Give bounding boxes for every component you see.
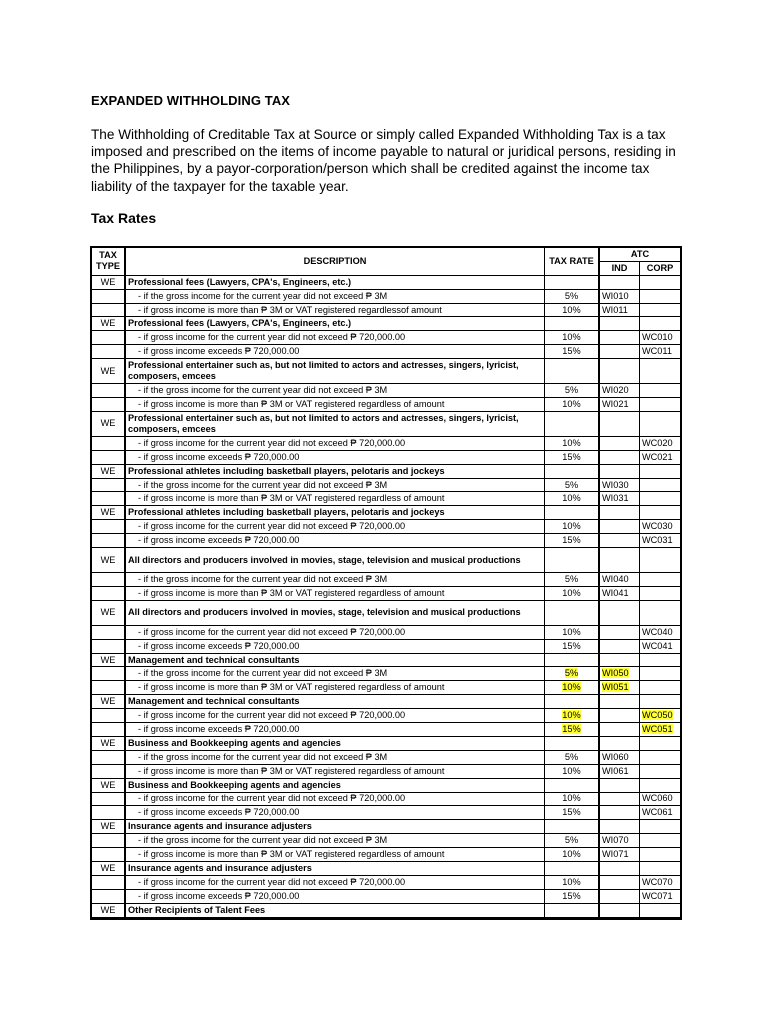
cell-atc-corp: WC040 xyxy=(640,626,680,640)
cell-atc-corp: WC021 xyxy=(640,451,680,465)
cell-atc-ind: WI021 xyxy=(600,398,640,412)
cell-atc-corp: WC070 xyxy=(640,876,680,890)
cell-description: - if gross income for the current year did not exceed ₱ 720,000.00 xyxy=(126,793,545,807)
cell-tax-rate: 10% xyxy=(545,587,600,601)
highlight-mark: WC051 xyxy=(642,723,673,734)
cell-tax-type xyxy=(92,793,126,807)
cell-atc-corp xyxy=(640,709,680,723)
cell-atc-corp xyxy=(640,359,680,384)
cell-tax-type xyxy=(92,723,126,737)
cell-atc-corp xyxy=(640,848,680,862)
section-title: Tax Rates xyxy=(91,210,157,226)
cell-description: - if gross income exceeds ₱ 720,000.00 xyxy=(126,451,545,465)
cell-atc-corp xyxy=(640,384,680,398)
cell-tax-type xyxy=(92,492,126,506)
table-row xyxy=(92,492,680,506)
highlight-mark: 10% xyxy=(562,710,581,721)
cell-description: - if gross income exceeds ₱ 720,000.00 xyxy=(126,890,545,904)
cell-tax-type: WE xyxy=(92,820,126,834)
cell-tax-rate xyxy=(545,681,600,695)
cell-tax-rate: 10% xyxy=(545,437,600,451)
cell-tax-type xyxy=(92,437,126,451)
cell-atc-ind xyxy=(600,626,640,640)
cell-description: Professional fees (Lawyers, CPA's, Engineers, etc.) xyxy=(126,276,545,290)
cell-atc-ind xyxy=(600,904,640,918)
cell-atc-ind xyxy=(600,876,640,890)
cell-tax-rate: 10% xyxy=(545,398,600,412)
cell-description: - if the gross income for the current year did not exceed ₱ 3M xyxy=(126,573,545,587)
cell-tax-rate: 15% xyxy=(545,890,600,904)
cell-tax-type: WE xyxy=(92,317,126,331)
cell-atc-corp xyxy=(640,492,680,506)
cell-atc-corp xyxy=(640,601,680,626)
cell-atc-corp xyxy=(640,573,680,587)
cell-atc-ind xyxy=(600,331,640,345)
cell-tax-type xyxy=(92,290,126,304)
cell-description: Business and Bookkeeping agents and agencies xyxy=(126,737,545,751)
cell-description: Insurance agents and insurance adjusters xyxy=(126,820,545,834)
cell-atc-corp xyxy=(640,681,680,695)
table-row xyxy=(92,876,680,890)
cell-tax-rate xyxy=(545,412,600,437)
cell-description: Management and technical consultants xyxy=(126,695,545,709)
cell-atc-corp xyxy=(640,506,680,520)
cell-description: - if gross income for the current year did not exceed ₱ 720,000.00 xyxy=(126,520,545,534)
cell-description: - if the gross income for the current year did not exceed ₱ 3M xyxy=(126,290,545,304)
cell-tax-type xyxy=(92,876,126,890)
cell-atc-ind xyxy=(600,317,640,331)
header-ind: IND xyxy=(600,262,640,276)
cell-tax-rate: 15% xyxy=(545,345,600,359)
cell-tax-rate xyxy=(545,779,600,793)
cell-atc-ind xyxy=(600,695,640,709)
table-body xyxy=(92,276,680,918)
cell-tax-rate: 5% xyxy=(545,290,600,304)
cell-tax-type xyxy=(92,587,126,601)
cell-tax-rate xyxy=(545,359,600,384)
table-row xyxy=(92,520,680,534)
cell-description: Professional fees (Lawyers, CPA's, Engineers, etc.) xyxy=(126,317,545,331)
table-row xyxy=(92,820,680,834)
table-row xyxy=(92,290,680,304)
header-description: DESCRIPTION xyxy=(126,248,545,276)
cell-atc-corp xyxy=(640,862,680,876)
header-tax-type: TAX TYPE xyxy=(92,248,126,276)
cell-atc-ind xyxy=(600,437,640,451)
cell-atc-ind xyxy=(600,534,640,548)
cell-tax-type: WE xyxy=(92,548,126,573)
cell-atc-corp xyxy=(640,412,680,437)
cell-tax-type xyxy=(92,640,126,654)
cell-description: All directors and producers involved in movies, stage, television and musical productions xyxy=(126,548,545,573)
cell-tax-type xyxy=(92,573,126,587)
tax-rates-table xyxy=(90,246,682,920)
cell-atc-ind: WI020 xyxy=(600,384,640,398)
cell-atc-ind xyxy=(600,806,640,820)
table-row xyxy=(92,437,680,451)
cell-atc-ind xyxy=(600,862,640,876)
cell-tax-rate: 15% xyxy=(545,640,600,654)
table-row xyxy=(92,848,680,862)
cell-atc-corp xyxy=(640,465,680,479)
cell-tax-type: WE xyxy=(92,276,126,290)
cell-tax-rate: 10% xyxy=(545,626,600,640)
cell-atc-ind xyxy=(600,667,640,681)
table-row xyxy=(92,640,680,654)
cell-atc-corp: WC061 xyxy=(640,806,680,820)
cell-atc-corp xyxy=(640,290,680,304)
cell-description: Other Recipients of Talent Fees xyxy=(126,904,545,918)
table-row xyxy=(92,276,680,290)
cell-tax-type xyxy=(92,751,126,765)
table-row xyxy=(92,398,680,412)
cell-atc-ind: WI060 xyxy=(600,751,640,765)
cell-description: - if gross income exceeds ₱ 720,000.00 xyxy=(126,345,545,359)
cell-atc-corp xyxy=(640,479,680,493)
cell-tax-rate xyxy=(545,862,600,876)
table-row xyxy=(92,359,680,384)
cell-tax-rate xyxy=(545,601,600,626)
table-row xyxy=(92,862,680,876)
table-row xyxy=(92,451,680,465)
cell-tax-type xyxy=(92,667,126,681)
table-row xyxy=(92,601,680,626)
cell-tax-rate xyxy=(545,276,600,290)
cell-atc-ind: WI040 xyxy=(600,573,640,587)
intro-paragraph: The Withholding of Creditable Tax at Source or simply called Expanded Withholding Tax is a tax imposed and prescribed on the items of income payable to natural or juridical persons, residing in the Philippines, by a payor-corporation/person which shall be credited against the income tax liability of the taxpayer for the taxable year. xyxy=(91,127,676,194)
cell-atc-ind xyxy=(600,548,640,573)
cell-tax-type xyxy=(92,848,126,862)
cell-tax-rate: 5% xyxy=(545,834,600,848)
cell-atc-ind: WI011 xyxy=(600,304,640,318)
table-row xyxy=(92,667,680,681)
cell-description: - if gross income exceeds ₱ 720,000.00 xyxy=(126,806,545,820)
cell-tax-rate: 5% xyxy=(545,751,600,765)
header-corp: CORP xyxy=(640,262,680,276)
cell-tax-type xyxy=(92,304,126,318)
cell-description: - if the gross income for the current year did not exceed ₱ 3M xyxy=(126,834,545,848)
cell-description: - if the gross income for the current year did not exceed ₱ 3M xyxy=(126,751,545,765)
cell-tax-type: WE xyxy=(92,601,126,626)
cell-tax-type xyxy=(92,331,126,345)
cell-atc-corp: WC071 xyxy=(640,890,680,904)
cell-atc-corp: WC030 xyxy=(640,520,680,534)
cell-atc-corp xyxy=(640,317,680,331)
cell-tax-rate xyxy=(545,709,600,723)
cell-tax-type xyxy=(92,479,126,493)
cell-description: - if gross income is more than ₱ 3M or VAT registered regardless of amount xyxy=(126,398,545,412)
cell-tax-type: WE xyxy=(92,412,126,437)
cell-tax-type xyxy=(92,681,126,695)
cell-description: Professional entertainer such as, but not limited to actors and actresses, singers, lyricist, composers, emcees xyxy=(126,412,545,437)
table-row xyxy=(92,695,680,709)
cell-atc-corp: WC041 xyxy=(640,640,680,654)
cell-atc-corp: WC031 xyxy=(640,534,680,548)
cell-atc-ind xyxy=(600,276,640,290)
cell-description: - if gross income for the current year did not exceed ₱ 720,000.00 xyxy=(126,626,545,640)
cell-tax-rate xyxy=(545,654,600,668)
cell-tax-rate xyxy=(545,904,600,918)
cell-description: - if the gross income for the current year did not exceed ₱ 3M xyxy=(126,384,545,398)
header-atc: ATC xyxy=(600,248,680,262)
cell-tax-rate xyxy=(545,737,600,751)
table-row xyxy=(92,506,680,520)
cell-tax-rate xyxy=(545,317,600,331)
cell-atc-corp xyxy=(640,820,680,834)
table-row xyxy=(92,890,680,904)
cell-atc-ind: WI031 xyxy=(600,492,640,506)
cell-tax-type xyxy=(92,890,126,904)
cell-tax-type: WE xyxy=(92,737,126,751)
cell-atc-ind xyxy=(600,737,640,751)
cell-atc-corp xyxy=(640,654,680,668)
table-row xyxy=(92,751,680,765)
cell-tax-rate: 5% xyxy=(545,479,600,493)
table-row xyxy=(92,548,680,573)
cell-description: - if gross income for the current year did not exceed ₱ 720,000.00 xyxy=(126,331,545,345)
cell-tax-type: WE xyxy=(92,862,126,876)
cell-tax-rate: 10% xyxy=(545,520,600,534)
cell-atc-ind xyxy=(600,654,640,668)
cell-atc-ind xyxy=(600,640,640,654)
cell-atc-ind xyxy=(600,601,640,626)
cell-description: Professional entertainer such as, but not limited to actors and actresses, singers, lyricist, composers, emcees xyxy=(126,359,545,384)
cell-tax-rate: 10% xyxy=(545,331,600,345)
cell-tax-type xyxy=(92,709,126,723)
highlight-mark: WI050 xyxy=(602,668,629,679)
cell-atc-corp xyxy=(640,737,680,751)
cell-tax-rate: 10% xyxy=(545,304,600,318)
cell-tax-rate xyxy=(545,667,600,681)
table-row xyxy=(92,479,680,493)
cell-atc-ind xyxy=(600,890,640,904)
cell-atc-ind xyxy=(600,681,640,695)
highlight-mark: 10% xyxy=(562,682,581,693)
table-row xyxy=(92,587,680,601)
cell-description: - if gross income exceeds ₱ 720,000.00 xyxy=(126,723,545,737)
cell-atc-corp xyxy=(640,587,680,601)
cell-atc-ind xyxy=(600,465,640,479)
cell-atc-corp xyxy=(640,276,680,290)
cell-tax-rate xyxy=(545,723,600,737)
cell-tax-rate: 15% xyxy=(545,806,600,820)
cell-description: Business and Bookkeeping agents and agencies xyxy=(126,779,545,793)
cell-atc-ind: WI041 xyxy=(600,587,640,601)
cell-description: Insurance agents and insurance adjusters xyxy=(126,862,545,876)
cell-description: - if gross income for the current year did not exceed ₱ 720,000.00 xyxy=(126,437,545,451)
cell-atc-corp xyxy=(640,834,680,848)
cell-tax-rate: 10% xyxy=(545,492,600,506)
cell-atc-ind: WI010 xyxy=(600,290,640,304)
cell-tax-rate: 15% xyxy=(545,534,600,548)
cell-atc-corp xyxy=(640,398,680,412)
cell-atc-corp xyxy=(640,765,680,779)
cell-description: - if the gross income for the current year did not exceed ₱ 3M xyxy=(126,479,545,493)
cell-tax-type xyxy=(92,834,126,848)
cell-tax-rate xyxy=(545,820,600,834)
cell-tax-type xyxy=(92,345,126,359)
table-row xyxy=(92,304,680,318)
cell-atc-corp xyxy=(640,548,680,573)
cell-atc-corp: WC010 xyxy=(640,331,680,345)
table-row xyxy=(92,331,680,345)
cell-atc-ind xyxy=(600,820,640,834)
cell-description: - if gross income is more than ₱ 3M or VAT registered regardless of amount xyxy=(126,587,545,601)
cell-atc-ind xyxy=(600,345,640,359)
cell-description: Professional athletes including basketball players, pelotaris and jockeys xyxy=(126,506,545,520)
highlight-mark: WI051 xyxy=(602,682,629,693)
table-row xyxy=(92,904,680,918)
cell-atc-ind: WI071 xyxy=(600,848,640,862)
cell-tax-type: WE xyxy=(92,654,126,668)
cell-atc-corp xyxy=(640,667,680,681)
cell-atc-ind: WI030 xyxy=(600,479,640,493)
cell-tax-type: WE xyxy=(92,506,126,520)
highlight-mark: 15% xyxy=(562,723,581,734)
cell-tax-type xyxy=(92,520,126,534)
cell-atc-ind xyxy=(600,506,640,520)
cell-description: All directors and producers involved in movies, stage, television and musical productions xyxy=(126,601,545,626)
cell-description: - if the gross income for the current year did not exceed ₱ 3M xyxy=(126,667,545,681)
cell-tax-type xyxy=(92,398,126,412)
cell-description: - if gross income is more than ₱ 3M or VAT registered regardless of amount xyxy=(126,848,545,862)
table-row xyxy=(92,534,680,548)
highlight-mark: 5% xyxy=(564,668,579,679)
cell-tax-rate xyxy=(545,506,600,520)
table-row xyxy=(92,723,680,737)
cell-description: - if gross income is more than ₱ 3M or VAT registered regardless of amount xyxy=(126,492,545,506)
cell-tax-type xyxy=(92,534,126,548)
cell-tax-type xyxy=(92,765,126,779)
cell-tax-rate xyxy=(545,548,600,573)
cell-tax-rate: 10% xyxy=(545,876,600,890)
cell-tax-type xyxy=(92,806,126,820)
cell-tax-type xyxy=(92,451,126,465)
cell-tax-rate: 5% xyxy=(545,573,600,587)
table-row xyxy=(92,765,680,779)
table-row xyxy=(92,626,680,640)
table-row xyxy=(92,465,680,479)
table-row xyxy=(92,793,680,807)
cell-tax-rate: 10% xyxy=(545,793,600,807)
page-title: EXPANDED WITHHOLDING TAX xyxy=(91,93,291,108)
cell-tax-type: WE xyxy=(92,695,126,709)
table-row xyxy=(92,573,680,587)
table-row xyxy=(92,737,680,751)
table-row xyxy=(92,317,680,331)
cell-description: - if gross income is more than ₱ 3M or VAT registered regardlessof amount xyxy=(126,304,545,318)
cell-atc-ind xyxy=(600,709,640,723)
cell-description: - if gross income for the current year did not exceed ₱ 720,000.00 xyxy=(126,876,545,890)
cell-atc-ind xyxy=(600,723,640,737)
table-row xyxy=(92,681,680,695)
cell-description: Management and technical consultants xyxy=(126,654,545,668)
cell-atc-corp: WC020 xyxy=(640,437,680,451)
cell-description: - if gross income for the current year did not exceed ₱ 720,000.00 xyxy=(126,709,545,723)
cell-atc-corp: WC011 xyxy=(640,345,680,359)
cell-atc-corp: WC060 xyxy=(640,793,680,807)
cell-atc-ind xyxy=(600,451,640,465)
cell-tax-rate xyxy=(545,695,600,709)
header-tax-rate: TAX RATE xyxy=(545,248,600,276)
cell-tax-type: WE xyxy=(92,359,126,384)
cell-tax-type: WE xyxy=(92,904,126,918)
cell-tax-type xyxy=(92,626,126,640)
cell-atc-ind xyxy=(600,779,640,793)
cell-tax-rate: 10% xyxy=(545,765,600,779)
cell-description: Professional athletes including basketball players, pelotaris and jockeys xyxy=(126,465,545,479)
cell-tax-type: WE xyxy=(92,779,126,793)
cell-description: - if gross income is more than ₱ 3M or VAT registered regardless of amount xyxy=(126,765,545,779)
cell-atc-ind xyxy=(600,412,640,437)
cell-atc-ind: WI070 xyxy=(600,834,640,848)
table-row xyxy=(92,384,680,398)
cell-atc-ind xyxy=(600,520,640,534)
table-row xyxy=(92,412,680,437)
table-row xyxy=(92,834,680,848)
highlight-mark: WC050 xyxy=(642,710,673,721)
cell-description: - if gross income exceeds ₱ 720,000.00 xyxy=(126,534,545,548)
cell-tax-rate xyxy=(545,465,600,479)
table-row xyxy=(92,806,680,820)
cell-tax-type xyxy=(92,384,126,398)
cell-atc-corp xyxy=(640,695,680,709)
table-row xyxy=(92,779,680,793)
cell-atc-ind: WI061 xyxy=(600,765,640,779)
cell-atc-ind xyxy=(600,793,640,807)
table-row xyxy=(92,345,680,359)
cell-atc-corp xyxy=(640,904,680,918)
cell-atc-corp xyxy=(640,779,680,793)
cell-tax-rate: 15% xyxy=(545,451,600,465)
cell-tax-rate: 10% xyxy=(545,848,600,862)
cell-description: - if gross income exceeds ₱ 720,000.00 xyxy=(126,640,545,654)
cell-tax-type: WE xyxy=(92,465,126,479)
cell-tax-rate: 5% xyxy=(545,384,600,398)
cell-description: - if gross income is more than ₱ 3M or VAT registered regardless of amount xyxy=(126,681,545,695)
table-row xyxy=(92,709,680,723)
cell-atc-corp xyxy=(640,723,680,737)
table-row xyxy=(92,654,680,668)
cell-atc-ind xyxy=(600,359,640,384)
cell-atc-corp xyxy=(640,751,680,765)
cell-atc-corp xyxy=(640,304,680,318)
